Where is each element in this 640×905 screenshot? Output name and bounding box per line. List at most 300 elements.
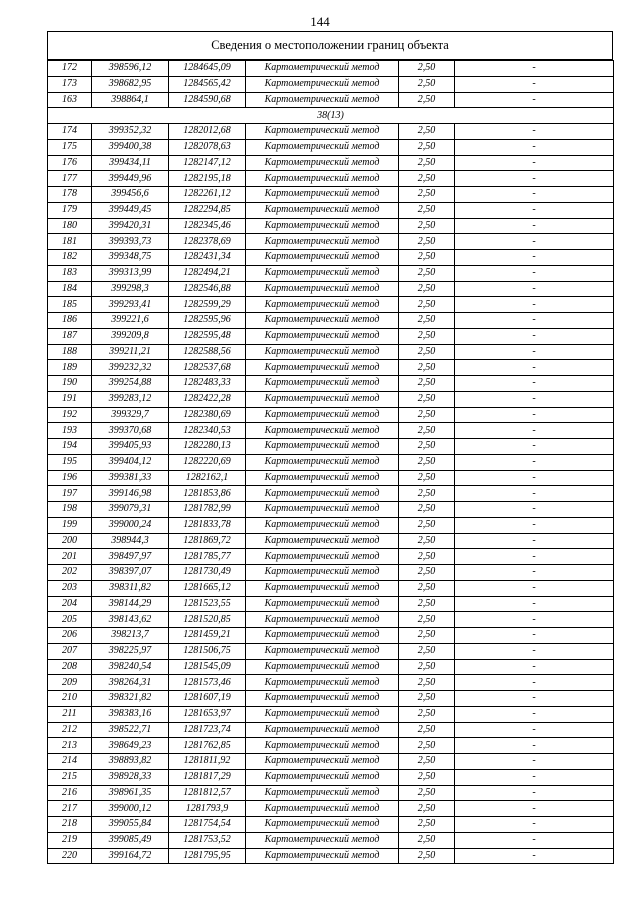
method-cell: Картометрический метод (246, 328, 399, 344)
coordinates-table-body (48, 61, 614, 864)
accuracy-cell: 2,50 (399, 659, 455, 675)
note-cell: - (455, 344, 614, 360)
note-cell: - (455, 297, 614, 313)
point-number-cell: 182 (48, 250, 92, 266)
accuracy-cell: 2,50 (399, 423, 455, 439)
method-cell: Картометрический метод (246, 675, 399, 691)
note-cell: - (455, 848, 614, 864)
note-cell: - (455, 391, 614, 407)
method-cell: Картометрический метод (246, 234, 399, 250)
accuracy-cell: 2,50 (399, 234, 455, 250)
note-cell: - (455, 187, 614, 203)
accuracy-cell: 2,50 (399, 675, 455, 691)
table-row (48, 92, 614, 108)
method-cell: Картометрический метод (246, 722, 399, 738)
accuracy-cell: 2,50 (399, 171, 455, 187)
point-number-cell: 195 (48, 454, 92, 470)
method-cell: Картометрический метод (246, 643, 399, 659)
accuracy-cell: 2,50 (399, 643, 455, 659)
method-cell: Картометрический метод (246, 407, 399, 423)
x-coordinate-cell: 398264,31 (92, 675, 169, 691)
method-cell: Картометрический метод (246, 423, 399, 439)
accuracy-cell: 2,50 (399, 407, 455, 423)
accuracy-cell: 2,50 (399, 92, 455, 108)
x-coordinate-cell: 399232,32 (92, 360, 169, 376)
point-number-cell: 172 (48, 61, 92, 77)
accuracy-cell: 2,50 (399, 470, 455, 486)
y-coordinate-cell: 1281723,74 (169, 722, 246, 738)
method-cell: Картометрический метод (246, 785, 399, 801)
y-coordinate-cell: 1282494,21 (169, 265, 246, 281)
table-row (48, 738, 614, 754)
accuracy-cell: 2,50 (399, 344, 455, 360)
note-cell: - (455, 92, 614, 108)
y-coordinate-cell: 1281754,54 (169, 817, 246, 833)
table-row (48, 439, 614, 455)
note-cell: - (455, 580, 614, 596)
note-cell: - (455, 423, 614, 439)
point-number-cell: 198 (48, 502, 92, 518)
y-coordinate-cell: 1282595,48 (169, 328, 246, 344)
note-cell: - (455, 785, 614, 801)
accuracy-cell: 2,50 (399, 596, 455, 612)
note-cell: - (455, 565, 614, 581)
note-cell: - (455, 722, 614, 738)
y-coordinate-cell: 1281762,85 (169, 738, 246, 754)
y-coordinate-cell: 1282599,29 (169, 297, 246, 313)
x-coordinate-cell: 399352,32 (92, 124, 169, 140)
note-cell: - (455, 407, 614, 423)
x-coordinate-cell: 399370,68 (92, 423, 169, 439)
accuracy-cell: 2,50 (399, 738, 455, 754)
x-coordinate-cell: 399329,7 (92, 407, 169, 423)
y-coordinate-cell: 1282422,28 (169, 391, 246, 407)
method-cell: Картометрический метод (246, 265, 399, 281)
method-cell: Картометрический метод (246, 817, 399, 833)
note-cell: - (455, 155, 614, 171)
accuracy-cell: 2,50 (399, 785, 455, 801)
x-coordinate-cell: 398961,35 (92, 785, 169, 801)
method-cell: Картометрический метод (246, 76, 399, 92)
method-cell: Картометрический метод (246, 848, 399, 864)
point-number-cell: 175 (48, 139, 92, 155)
table-row (48, 517, 614, 533)
table-row (48, 61, 614, 77)
y-coordinate-cell: 1281869,72 (169, 533, 246, 549)
y-coordinate-cell: 1281753,52 (169, 832, 246, 848)
table-row (48, 202, 614, 218)
accuracy-cell: 2,50 (399, 61, 455, 77)
note-cell: - (455, 549, 614, 565)
accuracy-cell: 2,50 (399, 580, 455, 596)
x-coordinate-cell: 399449,96 (92, 171, 169, 187)
method-cell: Картометрический метод (246, 454, 399, 470)
point-number-cell: 183 (48, 265, 92, 281)
y-coordinate-cell: 1281523,55 (169, 596, 246, 612)
method-cell: Картометрический метод (246, 596, 399, 612)
x-coordinate-cell: 398397,07 (92, 565, 169, 581)
table-row (48, 769, 614, 785)
note-cell: - (455, 706, 614, 722)
x-coordinate-cell: 399420,31 (92, 218, 169, 234)
method-cell: Картометрический метод (246, 376, 399, 392)
y-coordinate-cell: 1281730,49 (169, 565, 246, 581)
accuracy-cell: 2,50 (399, 533, 455, 549)
method-cell: Картометрический метод (246, 344, 399, 360)
y-coordinate-cell: 1281793,9 (169, 801, 246, 817)
y-coordinate-cell: 1282280,13 (169, 439, 246, 455)
x-coordinate-cell: 399348,75 (92, 250, 169, 266)
x-coordinate-cell: 399000,12 (92, 801, 169, 817)
method-cell: Картометрический метод (246, 139, 399, 155)
x-coordinate-cell: 399085,49 (92, 832, 169, 848)
accuracy-cell: 2,50 (399, 281, 455, 297)
accuracy-cell: 2,50 (399, 817, 455, 833)
accuracy-cell: 2,50 (399, 565, 455, 581)
note-cell: - (455, 234, 614, 250)
note-cell: - (455, 628, 614, 644)
table-row (48, 643, 614, 659)
method-cell: Картометрический метод (246, 801, 399, 817)
x-coordinate-cell: 399298,3 (92, 281, 169, 297)
x-coordinate-cell: 399393,73 (92, 234, 169, 250)
x-coordinate-cell: 399313,99 (92, 265, 169, 281)
table-row (48, 360, 614, 376)
point-number-cell: 204 (48, 596, 92, 612)
table-row (48, 139, 614, 155)
accuracy-cell: 2,50 (399, 313, 455, 329)
accuracy-cell: 2,50 (399, 832, 455, 848)
point-number-cell: 181 (48, 234, 92, 250)
method-cell: Картометрический метод (246, 580, 399, 596)
accuracy-cell: 2,50 (399, 202, 455, 218)
x-coordinate-cell: 399293,41 (92, 297, 169, 313)
x-coordinate-cell: 399434,11 (92, 155, 169, 171)
method-cell: Картометрический метод (246, 92, 399, 108)
method-cell: Картометрический метод (246, 202, 399, 218)
note-cell: - (455, 250, 614, 266)
y-coordinate-cell: 1281665,12 (169, 580, 246, 596)
method-cell: Картометрический метод (246, 691, 399, 707)
x-coordinate-cell: 398864,1 (92, 92, 169, 108)
table-row (48, 486, 614, 502)
y-coordinate-cell: 1282345,46 (169, 218, 246, 234)
note-cell: - (455, 439, 614, 455)
method-cell: Картометрический метод (246, 155, 399, 171)
point-number-cell: 194 (48, 439, 92, 455)
x-coordinate-cell: 399405,93 (92, 439, 169, 455)
x-coordinate-cell: 399381,33 (92, 470, 169, 486)
method-cell: Картометрический метод (246, 517, 399, 533)
point-number-cell: 176 (48, 155, 92, 171)
y-coordinate-cell: 1284645,09 (169, 61, 246, 77)
table-row (48, 250, 614, 266)
point-number-cell: 219 (48, 832, 92, 848)
x-coordinate-cell: 399449,45 (92, 202, 169, 218)
method-cell: Картометрический метод (246, 61, 399, 77)
x-coordinate-cell: 398225,97 (92, 643, 169, 659)
accuracy-cell: 2,50 (399, 754, 455, 770)
x-coordinate-cell: 399079,31 (92, 502, 169, 518)
accuracy-cell: 2,50 (399, 691, 455, 707)
table-row (48, 502, 614, 518)
x-coordinate-cell: 398928,33 (92, 769, 169, 785)
point-number-cell: 188 (48, 344, 92, 360)
table-row (48, 470, 614, 486)
accuracy-cell: 2,50 (399, 297, 455, 313)
x-coordinate-cell: 399211,21 (92, 344, 169, 360)
accuracy-cell: 2,50 (399, 76, 455, 92)
accuracy-cell: 2,50 (399, 722, 455, 738)
table-row (48, 218, 614, 234)
note-cell: - (455, 76, 614, 92)
table-row (48, 785, 614, 801)
x-coordinate-cell: 399221,6 (92, 313, 169, 329)
accuracy-cell: 2,50 (399, 502, 455, 518)
point-number-cell: 212 (48, 722, 92, 738)
method-cell: Картометрический метод (246, 439, 399, 455)
method-cell: Картометрический метод (246, 281, 399, 297)
note-cell: - (455, 470, 614, 486)
note-cell: - (455, 832, 614, 848)
y-coordinate-cell: 1282340,53 (169, 423, 246, 439)
table-row (48, 376, 614, 392)
point-number-cell: 185 (48, 297, 92, 313)
y-coordinate-cell: 1281817,29 (169, 769, 246, 785)
y-coordinate-cell: 1281607,19 (169, 691, 246, 707)
method-cell: Картометрический метод (246, 565, 399, 581)
note-cell: - (455, 754, 614, 770)
note-cell: - (455, 738, 614, 754)
y-coordinate-cell: 1281853,86 (169, 486, 246, 502)
table-row (48, 848, 614, 864)
table-row (48, 281, 614, 297)
method-cell: Картометрический метод (246, 391, 399, 407)
table-row (48, 155, 614, 171)
table-row (48, 675, 614, 691)
point-number-cell: 214 (48, 754, 92, 770)
method-cell: Картометрический метод (246, 769, 399, 785)
table-row (48, 76, 614, 92)
y-coordinate-cell: 1282220,69 (169, 454, 246, 470)
table-row (48, 565, 614, 581)
method-cell: Картометрический метод (246, 549, 399, 565)
method-cell: Картометрический метод (246, 738, 399, 754)
method-cell: Картометрический метод (246, 502, 399, 518)
y-coordinate-cell: 1281785,77 (169, 549, 246, 565)
table-row (48, 313, 614, 329)
method-cell: Картометрический метод (246, 706, 399, 722)
point-number-cell: 203 (48, 580, 92, 596)
y-coordinate-cell: 1282546,88 (169, 281, 246, 297)
note-cell: - (455, 124, 614, 140)
y-coordinate-cell: 1282588,56 (169, 344, 246, 360)
accuracy-cell: 2,50 (399, 801, 455, 817)
point-number-cell: 192 (48, 407, 92, 423)
y-coordinate-cell: 1281520,85 (169, 612, 246, 628)
y-coordinate-cell: 1281459,21 (169, 628, 246, 644)
note-cell: - (455, 360, 614, 376)
table-row (48, 328, 614, 344)
point-number-cell: 199 (48, 517, 92, 533)
point-number-cell: 180 (48, 218, 92, 234)
table-row (48, 423, 614, 439)
point-number-cell: 202 (48, 565, 92, 581)
y-coordinate-cell: 1282378,69 (169, 234, 246, 250)
accuracy-cell: 2,50 (399, 391, 455, 407)
point-number-cell: 186 (48, 313, 92, 329)
y-coordinate-cell: 1282431,34 (169, 250, 246, 266)
point-number-cell: 184 (48, 281, 92, 297)
x-coordinate-cell: 398497,97 (92, 549, 169, 565)
x-coordinate-cell: 398596,12 (92, 61, 169, 77)
note-cell: - (455, 801, 614, 817)
accuracy-cell: 2,50 (399, 439, 455, 455)
point-number-cell: 213 (48, 738, 92, 754)
method-cell: Картометрический метод (246, 218, 399, 234)
x-coordinate-cell: 398649,23 (92, 738, 169, 754)
table-row (48, 596, 614, 612)
x-coordinate-cell: 398383,16 (92, 706, 169, 722)
accuracy-cell: 2,50 (399, 549, 455, 565)
method-cell: Картометрический метод (246, 486, 399, 502)
group-header-row (48, 108, 614, 124)
x-coordinate-cell: 399283,12 (92, 391, 169, 407)
accuracy-cell: 2,50 (399, 454, 455, 470)
y-coordinate-cell: 1282147,12 (169, 155, 246, 171)
x-coordinate-cell: 398144,29 (92, 596, 169, 612)
table-row (48, 817, 614, 833)
point-number-cell: 209 (48, 675, 92, 691)
point-number-cell: 174 (48, 124, 92, 140)
note-cell: - (455, 328, 614, 344)
x-coordinate-cell: 399146,98 (92, 486, 169, 502)
method-cell: Картометрический метод (246, 832, 399, 848)
x-coordinate-cell: 399404,12 (92, 454, 169, 470)
point-number-cell: 197 (48, 486, 92, 502)
note-cell: - (455, 218, 614, 234)
accuracy-cell: 2,50 (399, 124, 455, 140)
point-number-cell: 216 (48, 785, 92, 801)
x-coordinate-cell: 398893,82 (92, 754, 169, 770)
note-cell: - (455, 533, 614, 549)
method-cell: Картометрический метод (246, 628, 399, 644)
note-cell: - (455, 171, 614, 187)
point-number-cell: 187 (48, 328, 92, 344)
note-cell: - (455, 61, 614, 77)
note-cell: - (455, 502, 614, 518)
table-row (48, 580, 614, 596)
point-number-cell: 173 (48, 76, 92, 92)
point-number-cell: 215 (48, 769, 92, 785)
table-row (48, 706, 614, 722)
coordinates-table (47, 60, 614, 864)
y-coordinate-cell: 1281506,75 (169, 643, 246, 659)
accuracy-cell: 2,50 (399, 218, 455, 234)
accuracy-cell: 2,50 (399, 769, 455, 785)
y-coordinate-cell: 1284565,42 (169, 76, 246, 92)
x-coordinate-cell: 398682,95 (92, 76, 169, 92)
accuracy-cell: 2,50 (399, 250, 455, 266)
accuracy-cell: 2,50 (399, 155, 455, 171)
accuracy-cell: 2,50 (399, 517, 455, 533)
x-coordinate-cell: 398311,82 (92, 580, 169, 596)
note-cell: - (455, 454, 614, 470)
point-number-cell: 190 (48, 376, 92, 392)
point-number-cell: 196 (48, 470, 92, 486)
method-cell: Картометрический метод (246, 124, 399, 140)
note-cell: - (455, 139, 614, 155)
table-row (48, 659, 614, 675)
y-coordinate-cell: 1281545,09 (169, 659, 246, 675)
note-cell: - (455, 675, 614, 691)
point-number-cell: 201 (48, 549, 92, 565)
x-coordinate-cell: 399164,72 (92, 848, 169, 864)
accuracy-cell: 2,50 (399, 486, 455, 502)
y-coordinate-cell: 1282162,1 (169, 470, 246, 486)
table-row (48, 265, 614, 281)
note-cell: - (455, 376, 614, 392)
x-coordinate-cell: 399456,6 (92, 187, 169, 203)
y-coordinate-cell: 1282537,68 (169, 360, 246, 376)
y-coordinate-cell: 1282261,12 (169, 187, 246, 203)
method-cell: Картометрический метод (246, 533, 399, 549)
y-coordinate-cell: 1281795,95 (169, 848, 246, 864)
method-cell: Картометрический метод (246, 297, 399, 313)
table-row (48, 691, 614, 707)
accuracy-cell: 2,50 (399, 706, 455, 722)
accuracy-cell: 2,50 (399, 376, 455, 392)
table-row (48, 454, 614, 470)
note-cell: - (455, 281, 614, 297)
method-cell: Картометрический метод (246, 187, 399, 203)
method-cell: Картометрический метод (246, 313, 399, 329)
accuracy-cell: 2,50 (399, 328, 455, 344)
point-number-cell: 189 (48, 360, 92, 376)
table-row (48, 344, 614, 360)
x-coordinate-cell: 399400,38 (92, 139, 169, 155)
point-number-cell: 193 (48, 423, 92, 439)
boundary-sheet (47, 31, 613, 864)
accuracy-cell: 2,50 (399, 139, 455, 155)
note-cell: - (455, 817, 614, 833)
table-row (48, 549, 614, 565)
table-row (48, 801, 614, 817)
table-title: Сведения о местоположении границ объекта (47, 31, 613, 60)
point-number-cell: 178 (48, 187, 92, 203)
accuracy-cell: 2,50 (399, 612, 455, 628)
table-row (48, 171, 614, 187)
point-number-cell: 207 (48, 643, 92, 659)
point-number-cell: 208 (48, 659, 92, 675)
method-cell: Картометрический метод (246, 250, 399, 266)
y-coordinate-cell: 1281782,99 (169, 502, 246, 518)
group-label: 38(13) (48, 108, 614, 124)
x-coordinate-cell: 398143,62 (92, 612, 169, 628)
point-number-cell: 211 (48, 706, 92, 722)
x-coordinate-cell: 398240,54 (92, 659, 169, 675)
y-coordinate-cell: 1282294,85 (169, 202, 246, 218)
table-row (48, 391, 614, 407)
page-number: 144 (310, 14, 330, 29)
note-cell: - (455, 612, 614, 628)
point-number-cell: 220 (48, 848, 92, 864)
y-coordinate-cell: 1282483,33 (169, 376, 246, 392)
y-coordinate-cell: 1281653,97 (169, 706, 246, 722)
accuracy-cell: 2,50 (399, 265, 455, 281)
table-row (48, 407, 614, 423)
y-coordinate-cell: 1282595,96 (169, 313, 246, 329)
